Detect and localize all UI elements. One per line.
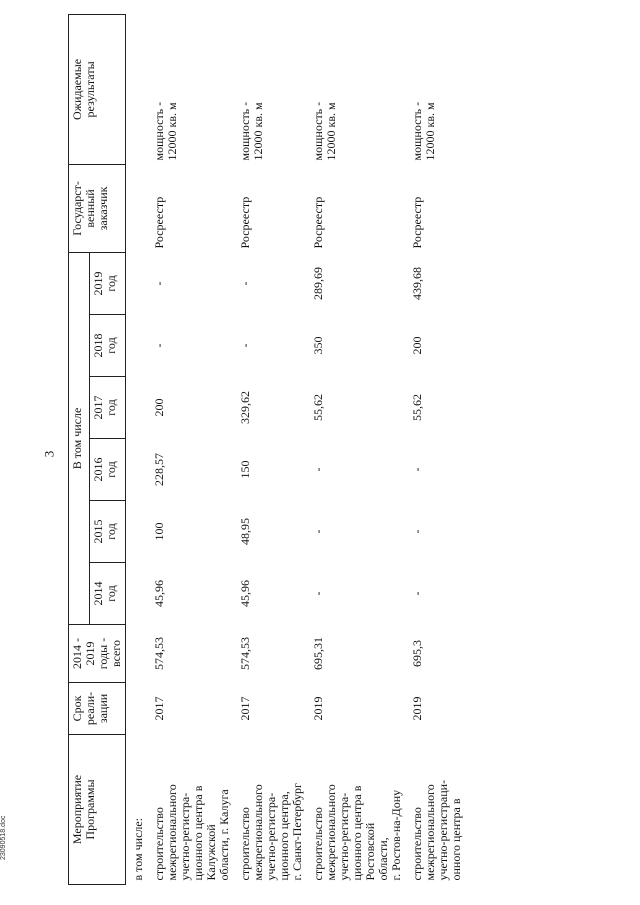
cell-y2017: 200 bbox=[152, 398, 166, 417]
header-year: 2014 год bbox=[89, 563, 125, 625]
cell-y2015: 100 bbox=[152, 522, 166, 541]
intro-label: в том числе: bbox=[131, 817, 145, 881]
header-year: 2019 год bbox=[89, 252, 125, 314]
program-table bbox=[68, 14, 465, 885]
table-row bbox=[306, 14, 405, 884]
cell-y2014: - bbox=[410, 591, 424, 596]
cell-y2016: 228,57 bbox=[152, 453, 166, 486]
cell-customer: Росреестр bbox=[410, 196, 424, 249]
cell-y2014: 45,96 bbox=[238, 580, 252, 607]
cell-event: строительство межрегионального учетно-регистраци- онного центра в bbox=[410, 779, 463, 881]
cell-y2019: 289,69 bbox=[311, 266, 325, 300]
cell-y2016: 150 bbox=[238, 460, 252, 479]
cell-y2018: - bbox=[152, 343, 166, 348]
cell-y2017: 329,62 bbox=[238, 391, 252, 424]
cell-customer: Росреестр bbox=[152, 196, 166, 249]
cell-term: 2017 bbox=[152, 696, 166, 721]
cell-y2015: - bbox=[410, 529, 424, 534]
cell-y2017: 55,62 bbox=[311, 394, 325, 421]
cell-result: мощность - 12000 кв. м bbox=[311, 101, 338, 161]
cell-term: 2019 bbox=[410, 696, 424, 721]
cell-term: 2019 bbox=[311, 696, 325, 721]
cell-y2019: - bbox=[152, 281, 166, 286]
cell-total: 695,3 bbox=[410, 640, 424, 667]
cell-total: 574,53 bbox=[152, 637, 166, 670]
cell-customer: Росреестр bbox=[311, 196, 325, 249]
cell-result: мощность - 12000 кв. м bbox=[152, 101, 179, 161]
header-customer: Государст- венный заказчик bbox=[69, 164, 126, 252]
cell-y2018: - bbox=[238, 343, 252, 348]
cell-y2014: 45,96 bbox=[152, 580, 166, 607]
table-row bbox=[233, 14, 306, 884]
cell-total: 574,53 bbox=[238, 637, 252, 670]
table-row bbox=[405, 14, 465, 884]
header-year: 2016 год bbox=[89, 439, 125, 501]
cell-y2017: 55,62 bbox=[410, 394, 424, 421]
cell-y2016: - bbox=[311, 467, 325, 472]
header-total: 2014 - 2019 годы - всего bbox=[69, 625, 126, 683]
cell-y2018: 350 bbox=[311, 336, 325, 355]
header-year: 2018 год bbox=[89, 315, 125, 377]
cell-term: 2017 bbox=[238, 696, 252, 721]
cell-total: 695,31 bbox=[311, 637, 325, 670]
rotated-table-container bbox=[68, 15, 628, 885]
header-year: 2015 год bbox=[89, 501, 125, 563]
header-year: 2017 год bbox=[89, 377, 125, 439]
table-row bbox=[147, 14, 233, 884]
cell-event: строительство межрегионального учетно-регистра- ционного центра в Калужской области, г. Калуга bbox=[152, 784, 231, 881]
header-event: Мероприятие Программы bbox=[69, 735, 126, 885]
cell-y2016: - bbox=[410, 467, 424, 472]
cell-event: строительство межрегионального учетно-регистра- ционного центра, г. Санкт-Петербург bbox=[238, 783, 304, 881]
cell-y2015: - bbox=[311, 529, 325, 534]
cell-result: мощность - 12000 кв. м bbox=[410, 101, 437, 161]
page-number: 3 bbox=[41, 450, 57, 458]
cell-result: мощность - 12000 кв. м bbox=[238, 101, 265, 161]
header-term: Срок реали- зации bbox=[69, 683, 126, 735]
header-results: Ожидаемые результаты bbox=[69, 14, 126, 164]
cell-y2015: 48,95 bbox=[238, 518, 252, 545]
cell-y2014: - bbox=[311, 591, 325, 596]
cell-y2019: - bbox=[238, 281, 252, 286]
header-row-1 bbox=[69, 14, 90, 884]
intro-row bbox=[126, 14, 148, 884]
header-in-that-number: В том числе bbox=[69, 252, 90, 624]
cell-y2019: 439,68 bbox=[410, 266, 424, 300]
footer-code: 23090518.doc bbox=[0, 815, 7, 860]
cell-customer: Росреестр bbox=[238, 196, 252, 249]
cell-event: строительство межрегионального учетно-регистра- ционного центра в Ростовской области, г. Ростов-на-Дону bbox=[311, 784, 403, 881]
cell-y2018: 200 bbox=[410, 336, 424, 355]
